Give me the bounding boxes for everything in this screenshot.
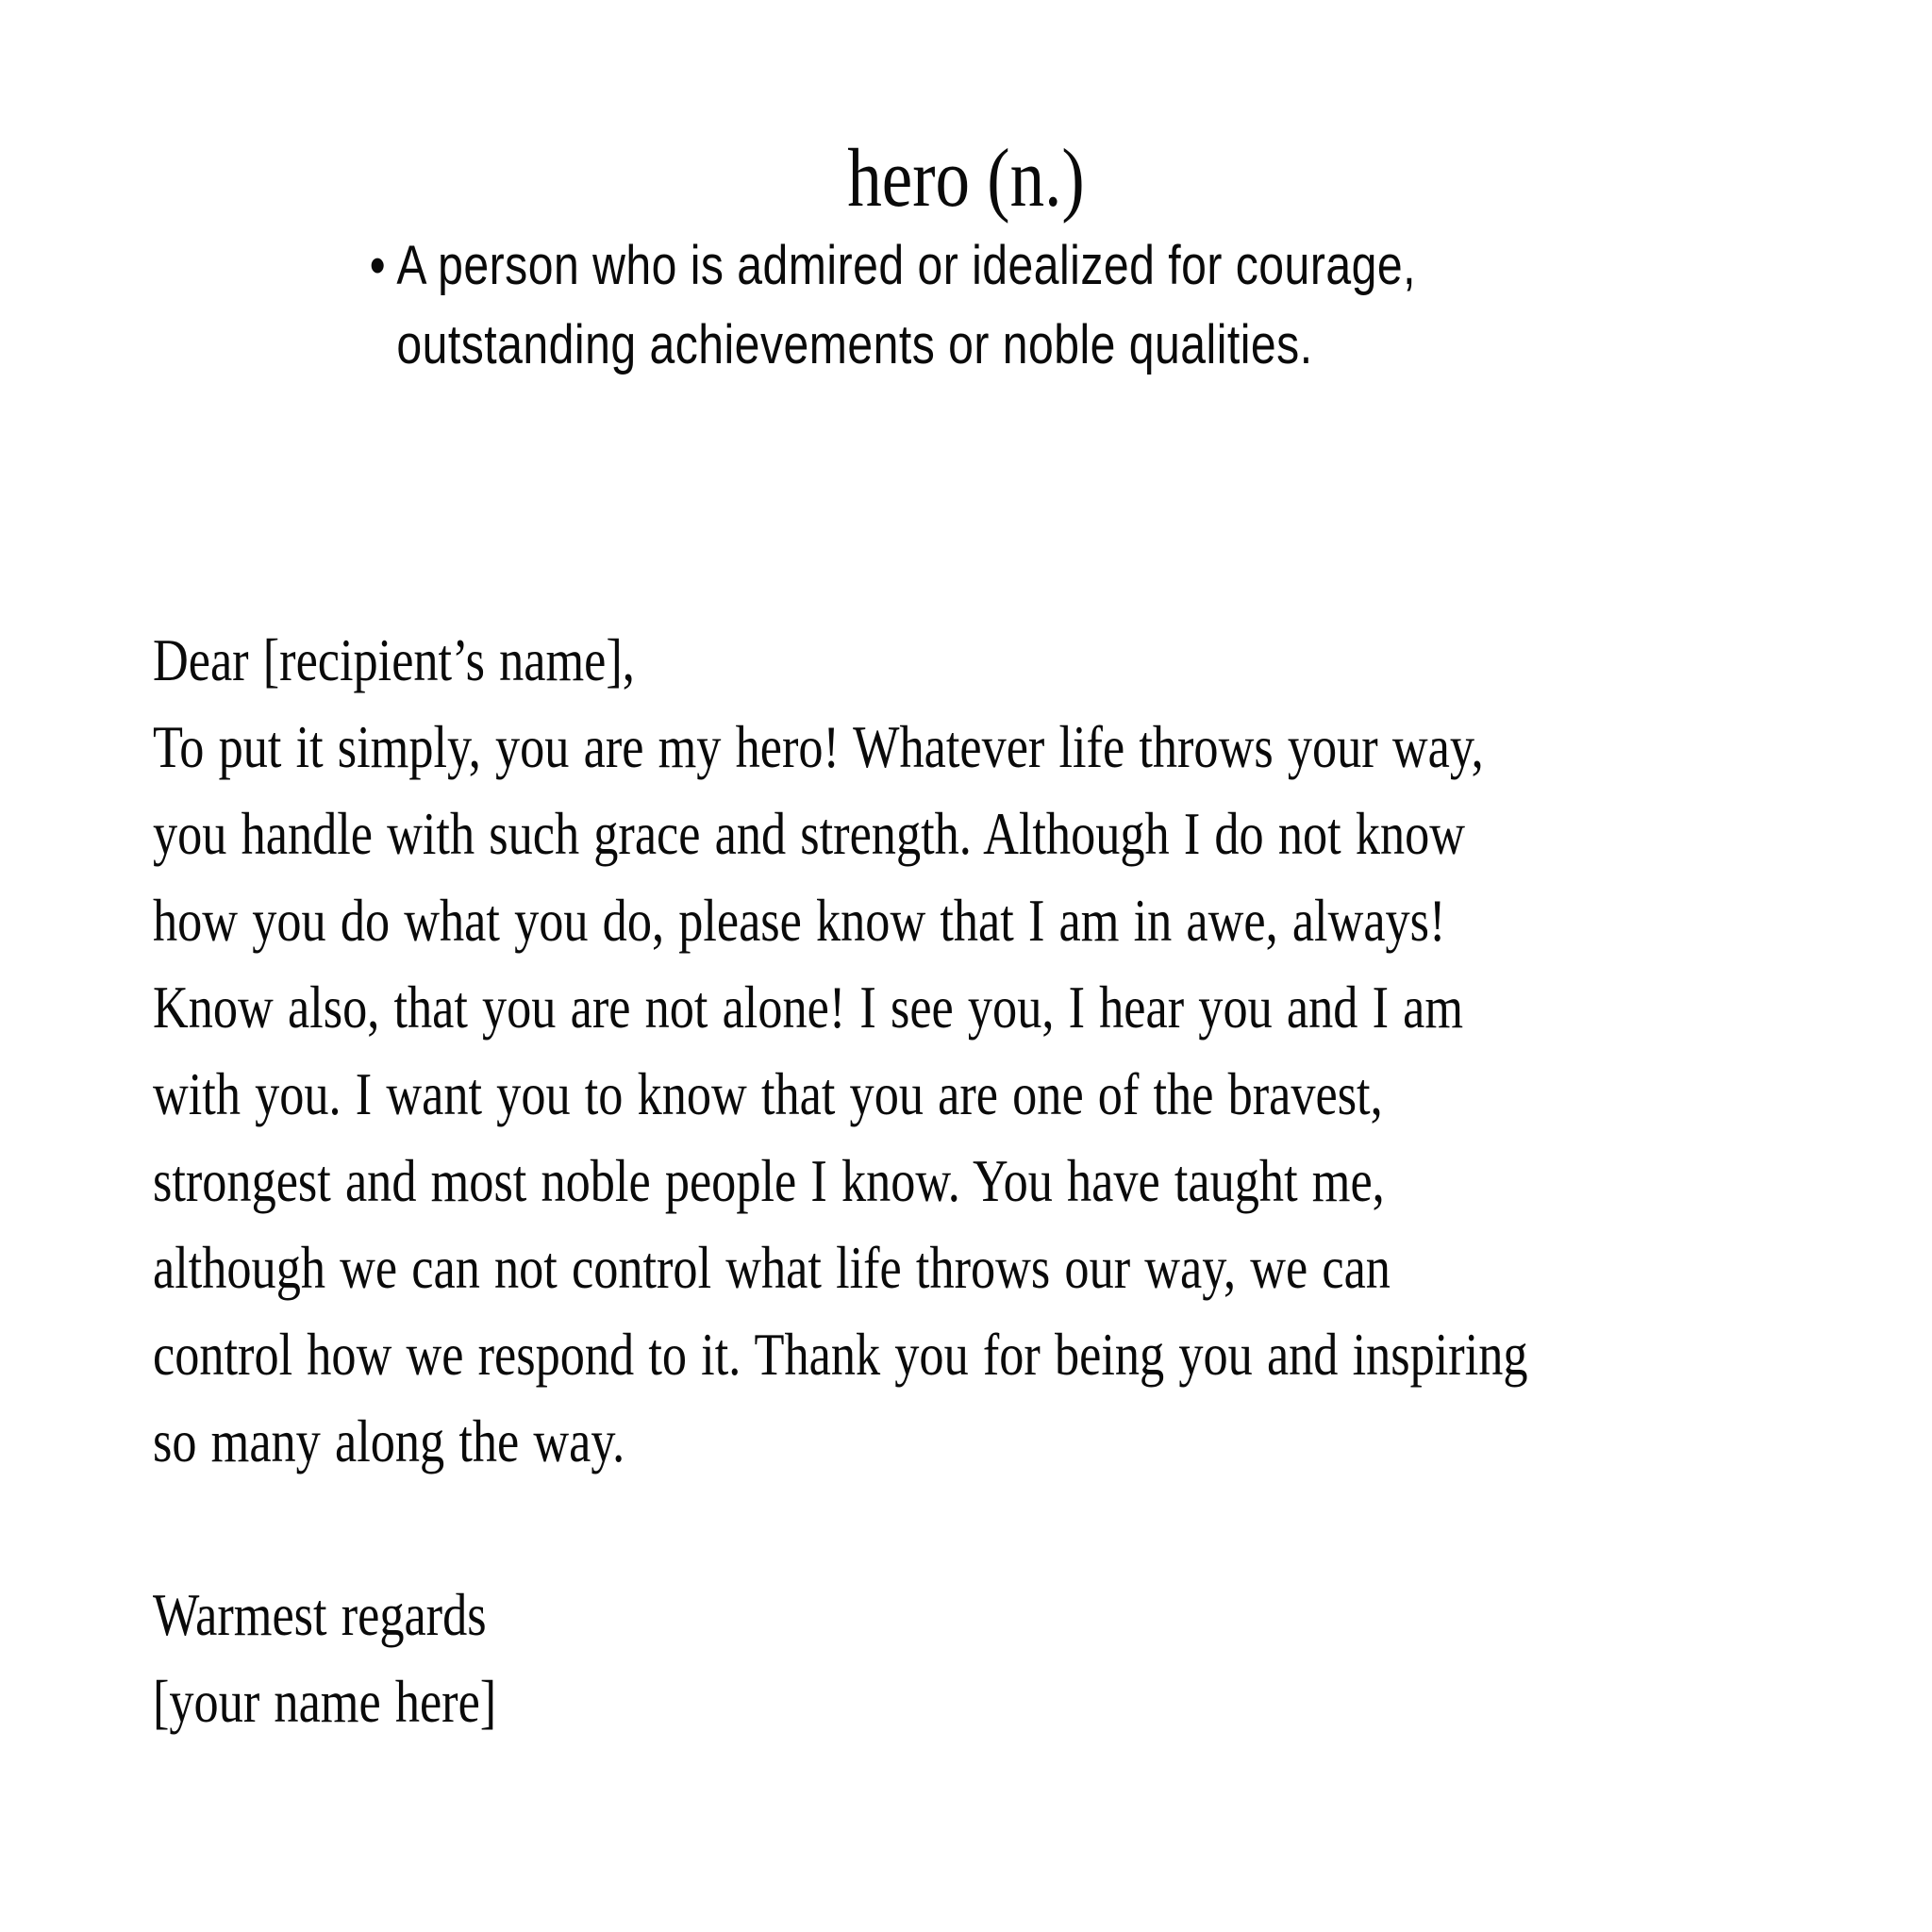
letter-body-line: so many along the way. (153, 1408, 625, 1474)
letter-body-line: you handle with such grace and strength. Although I do not know (153, 801, 1466, 867)
letter-body-line: although we can not control what life throws our way, we can (153, 1235, 1391, 1301)
letter-salutation: Dear [recipient’s name], (153, 627, 635, 693)
letter-body-line: with you. I want you to know that you are one of the bravest, (153, 1061, 1383, 1127)
definition-line: outstanding achievements or noble qualities. (396, 314, 1313, 375)
letter-body-line: control how we respond to it. Thank you for being you and inspiring (153, 1322, 1528, 1388)
letter-body-line: strongest and most noble people I know. You have taught me, (153, 1148, 1385, 1214)
letter-closing: Warmest regards (153, 1582, 487, 1648)
letter-body (153, 617, 1528, 1745)
page-title: hero (n.) (847, 133, 1085, 225)
bullet-icon: • (369, 235, 387, 296)
definition-line: A person who is admired or idealized for courage, (396, 235, 1416, 296)
letter-body-line: how you do what you do, please know that I am in awe, always! (153, 888, 1446, 954)
letter-body-line: Know also, that you are not alone! I see you, I hear you and I am (153, 974, 1464, 1041)
letter-body-line: To put it simply, you are my hero! Whatever life throws your way, (153, 714, 1484, 780)
letter-signature: [your name here] (153, 1669, 497, 1735)
definition-text (396, 226, 1416, 385)
definition-entry (366, 226, 1416, 385)
